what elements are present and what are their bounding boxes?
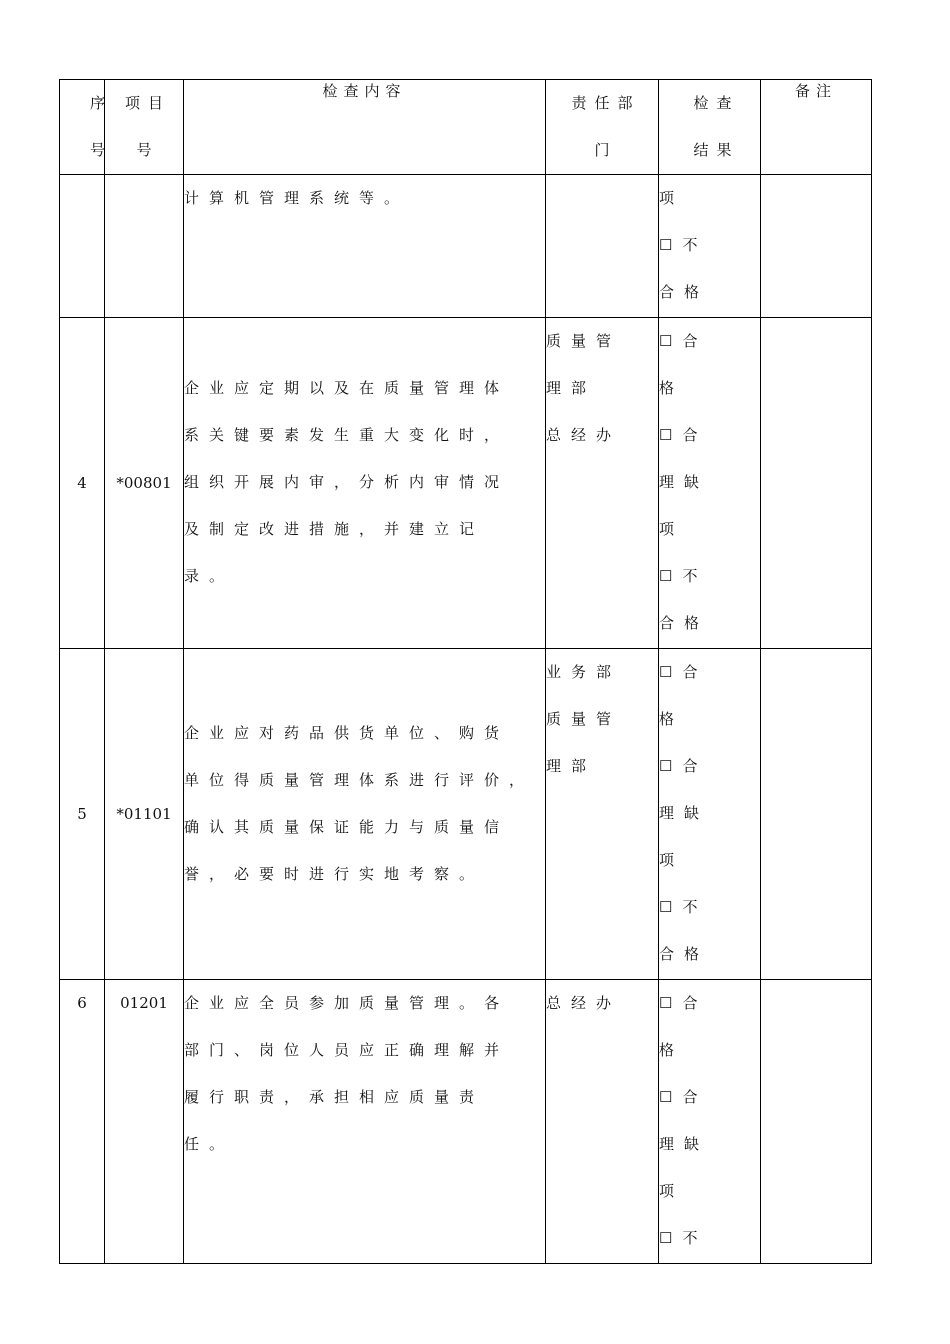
row-item-no: *01101	[105, 649, 184, 980]
row-dept	[546, 175, 659, 318]
table-row	[60, 980, 872, 1264]
table-row	[60, 318, 872, 649]
row-result: 项 ☐不 合格	[659, 175, 761, 318]
row-remark	[761, 318, 872, 649]
row-seq: 5	[60, 649, 105, 980]
row-content: 企业应全员参加质量管理。各 部门、岗位人员应正确理解并 履行职责，承担相应质量责 任。	[184, 980, 546, 1264]
table-row	[60, 175, 872, 318]
row-seq: 6	[60, 980, 105, 1264]
row-content: 计算机管理系统等。	[184, 175, 546, 318]
header-seq: 序 号	[60, 80, 105, 175]
row-item-no: 01201	[105, 980, 184, 1264]
checkbox-reasonable-deficiency[interactable]: ☐合	[659, 757, 708, 775]
checkbox-pass[interactable]: ☐合	[659, 663, 708, 681]
table-row	[60, 649, 872, 980]
row-content: 企业应对药品供货单位、购货 单位得质量管理体系进行评价， 确认其质量保证能力与质量信 誉，必要时进行实地考察。	[184, 649, 546, 980]
row-remark	[761, 175, 872, 318]
row-dept: 总经办	[546, 980, 659, 1264]
row-result: ☐合 格 ☐合 理缺 项 ☐不 合格	[659, 649, 761, 980]
checkbox-reasonable-deficiency[interactable]: ☐合	[659, 426, 708, 444]
header-content: 检查内容	[184, 80, 546, 175]
checkbox-pass[interactable]: ☐合	[659, 332, 708, 350]
row-dept: 业务部 质量管 理部	[546, 649, 659, 980]
row-seq: 4	[60, 318, 105, 649]
checkbox-fail[interactable]: ☐不	[659, 1229, 708, 1247]
row-item-no	[105, 175, 184, 318]
header-row	[60, 80, 872, 175]
checkbox-pass[interactable]: ☐合	[659, 994, 708, 1012]
inspection-table	[59, 79, 872, 1264]
row-result: ☐合 格 ☐合 理缺 项 ☐不	[659, 980, 761, 1264]
row-result: ☐合 格 ☐合 理缺 项 ☐不 合格	[659, 318, 761, 649]
checkbox-fail[interactable]: ☐不	[659, 898, 708, 916]
header-item-no: 项目 号	[105, 80, 184, 175]
row-content: 企业应定期以及在质量管理体 系关键要素发生重大变化时， 组织开展内审，分析内审情况 及制定改进措施，并建立记 录。	[184, 318, 546, 649]
header-dept: 责任部 门	[546, 80, 659, 175]
checkbox-reasonable-deficiency[interactable]: ☐合	[659, 1088, 708, 1106]
checkbox-fail[interactable]: ☐不	[659, 567, 708, 585]
row-seq	[60, 175, 105, 318]
row-dept: 质量管 理部 总经办	[546, 318, 659, 649]
row-item-no: *00801	[105, 318, 184, 649]
row-remark	[761, 980, 872, 1264]
row-remark	[761, 649, 872, 980]
header-result: 检查 结果	[659, 80, 761, 175]
header-remark: 备注	[761, 80, 872, 175]
